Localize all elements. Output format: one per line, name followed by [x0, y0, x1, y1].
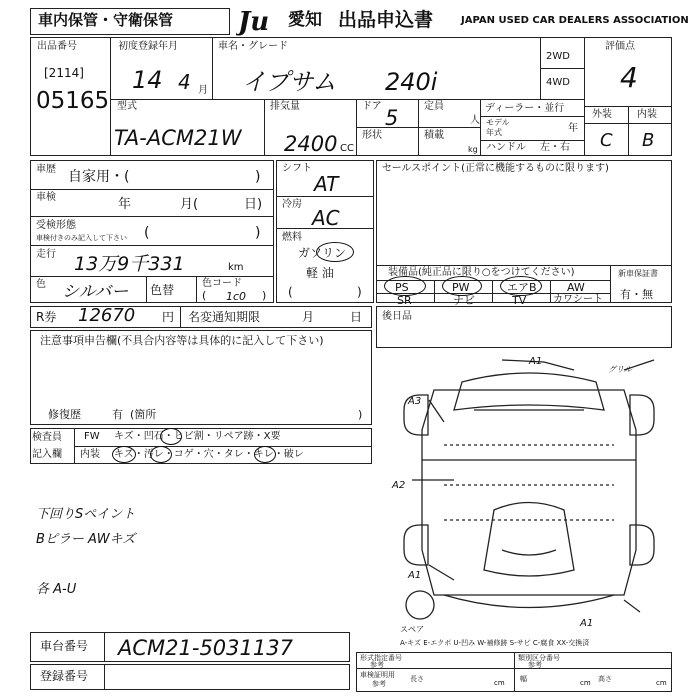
divider: [550, 280, 551, 303]
exterior-label: 外装: [592, 109, 612, 120]
org-name-en: JAPAN USED CAR DEALERS ASSOCIATION: [461, 15, 689, 26]
grade-score-value: 4: [620, 61, 638, 94]
repair-value: 有: [112, 408, 123, 421]
sales-point-label: セールスポイント(正常に機能するものに限ります): [382, 163, 609, 174]
inspection-label: 車検: [36, 192, 56, 203]
notes-label: 注意事項申告欄(不具合内容等は具体的に記入して下さい): [40, 334, 324, 347]
inspection-year: 年: [118, 197, 132, 212]
int-sag-circle-mark: [254, 446, 276, 463]
damage-legend: A-キズ E-エクボ U-凹み W-補修跡 S-サビ C-腐食 XX-交換済: [400, 639, 590, 647]
color-code-label: 色コード: [202, 278, 242, 289]
divider: [180, 306, 181, 328]
handle-label: ハンドル: [486, 142, 526, 153]
registration-month: 4: [178, 70, 191, 94]
displacement-value: 2400: [284, 132, 338, 156]
int-scratch-circle-mark: [112, 446, 136, 463]
new-car-cert-value: 有・無: [620, 288, 653, 301]
ac-value: AC: [312, 206, 340, 230]
equipment-item-bottom: ナビ: [453, 294, 475, 307]
person-unit: 人: [470, 115, 480, 126]
aftermarket-block: [376, 306, 672, 348]
divider: [30, 245, 274, 246]
year-unit: 年: [568, 123, 578, 134]
divider: [356, 127, 480, 128]
grille-note: グリル: [608, 365, 632, 374]
equipment-item-bottom: SR: [397, 294, 412, 307]
recycle-unit: 円: [162, 310, 175, 324]
acceptance-open: (: [144, 225, 150, 241]
history-label: 車歴: [36, 164, 56, 175]
recycle-label: R券: [36, 310, 57, 324]
car-damage-diagram: [384, 350, 674, 635]
equipment-item-top: エアB: [507, 281, 537, 294]
divider: [110, 99, 584, 100]
divider: [628, 106, 629, 156]
divider: [610, 265, 611, 303]
fuel-diesel: 軽 油: [306, 266, 334, 280]
handwritten-note: Bピラー AWキズ: [36, 532, 136, 547]
shape-label: 形状: [362, 130, 382, 141]
divider: [212, 37, 213, 99]
int-stain-circle-mark: [150, 446, 172, 463]
model-grade: 240i: [385, 68, 438, 96]
lot-number: 05165: [36, 88, 110, 114]
divider: [356, 668, 672, 669]
divider: [264, 99, 265, 156]
inspection-day: 日): [244, 197, 263, 212]
type-value: TA-ACM21W: [114, 126, 242, 150]
width-unit: cm: [580, 679, 591, 687]
fuel-cert-label: 車検証明用: [360, 671, 395, 679]
divider: [30, 189, 274, 190]
capacity-label: 定員: [424, 101, 444, 112]
equipment-item-bottom: カワシート: [553, 294, 603, 305]
tax-deadline-label: 名変通知期限: [188, 310, 261, 324]
repair-part-close: ): [358, 408, 363, 421]
tax-deadline-month: 月: [302, 310, 315, 324]
diagram-mark: A1: [534, 352, 536, 353]
door-label: ドア: [362, 101, 382, 112]
divider: [104, 664, 105, 690]
form-title: 出品申込書: [338, 9, 434, 31]
interior-label: 内装: [637, 109, 657, 120]
repair-label: 修復歴: [48, 408, 81, 421]
tax-deadline-day: 日: [350, 310, 363, 324]
new-car-cert-label: 新車保証書: [618, 269, 658, 278]
kg-unit: kg: [468, 145, 478, 154]
divider: [110, 37, 111, 156]
chassis-label: 車台番号: [40, 639, 89, 653]
model-year-label2: 年式: [486, 128, 502, 137]
acceptance-close: ): [255, 225, 261, 241]
equipment-item-top: PS: [395, 281, 409, 294]
divider: [276, 196, 374, 197]
inspector-label: 検査員: [32, 432, 62, 443]
type-label: 型式: [117, 101, 137, 112]
divider: [376, 265, 672, 266]
lot-label: 出品番号: [37, 41, 77, 52]
airbag-circle-mark: [500, 276, 542, 296]
inspector-fw-list: キズ・凹石・ヒビ割・リペア跡・X要: [114, 431, 281, 442]
fuel-label: 燃料: [282, 232, 302, 243]
height-unit: cm: [656, 679, 667, 687]
color-label: 色: [36, 279, 46, 290]
ju-logo: [236, 6, 288, 36]
aftermarket-label: 後日品: [382, 311, 412, 322]
cc-unit: CC: [340, 143, 354, 154]
class-ref-label: 参考: [528, 661, 542, 669]
divider: [514, 652, 515, 692]
ju-logo-icon: [236, 6, 288, 36]
model-label: 車名・グレード: [218, 41, 288, 52]
divider: [584, 123, 672, 124]
interior-value: B: [642, 130, 655, 151]
mileage-label: 走行: [36, 249, 56, 260]
divider: [584, 37, 585, 156]
handwritten-note: 下回りSペイント: [36, 507, 136, 522]
diagram-mark: A1: [580, 618, 594, 629]
registration-month-unit: 月: [198, 85, 208, 96]
acceptance-label: 受検形態: [36, 220, 76, 231]
inspection-month: 月(: [180, 197, 199, 212]
equipment-item-top: PW: [452, 281, 470, 294]
storage-label: 車内保管・守衛保管: [38, 11, 174, 29]
org-name-jp: 愛知: [288, 10, 322, 30]
color-code-close: ): [262, 289, 267, 302]
shift-label: シフト: [282, 163, 312, 174]
cert-ref-label: 参考: [370, 661, 384, 669]
divider: [480, 140, 584, 141]
gasoline-circle-mark: [316, 242, 354, 262]
model-name: イプサム: [242, 68, 337, 96]
diagram-mark: A1: [529, 356, 543, 367]
fuel-open: (: [288, 285, 293, 299]
inspector-label2: 記入欄: [32, 449, 62, 460]
fuel-close: ): [357, 285, 362, 299]
diagram-mark: A2: [392, 480, 406, 491]
history-value: 自家用・(: [68, 169, 130, 185]
mileage-value: 13万9千331: [74, 253, 185, 275]
acceptance-note: 車検付きのみ記入して下さい: [36, 234, 127, 242]
dealer-label: ディーラー・並行: [485, 103, 565, 114]
pw-circle-mark: [442, 276, 482, 296]
divider: [104, 632, 105, 662]
divider: [492, 280, 493, 303]
divider: [540, 68, 584, 69]
divider: [30, 216, 274, 217]
divider: [434, 280, 435, 303]
grade-score-label: 評価点: [605, 41, 635, 52]
repair-part-label: (箇所: [130, 408, 157, 421]
lot-bracket-no: [2114]: [44, 66, 84, 80]
length-unit: cm: [494, 679, 505, 687]
inspector-int-list: キズ・汚レ・コゲ・穴・タレ・キレ・破レ: [114, 449, 304, 460]
equipment-item-top: AW: [567, 281, 585, 294]
load-label: 積載: [424, 130, 444, 141]
registration-label: 初度登録年月: [118, 41, 178, 52]
divider: [30, 276, 274, 277]
length-label: 長さ: [410, 675, 424, 683]
ac-label: 冷房: [282, 199, 302, 210]
divider: [196, 276, 197, 303]
handwritten-note: 各 A-U: [36, 582, 77, 597]
spare-label: スペア: [400, 625, 424, 634]
drive-2wd: 2WD: [546, 51, 570, 62]
equipment-item-bottom: TV: [512, 294, 527, 307]
height-label: 高さ: [598, 675, 612, 683]
equipment-label: 装備品(純正品に限り○をつけてください): [388, 267, 575, 278]
exterior-value: C: [600, 130, 613, 151]
color-value: シルバー: [62, 282, 129, 302]
divider: [480, 116, 584, 117]
displacement-label: 排気量: [270, 101, 300, 112]
divider: [146, 276, 147, 303]
model-year-label1: モデル: [486, 118, 510, 127]
class-label: 類別区分番号: [518, 654, 560, 662]
divider: [480, 99, 481, 156]
inspector-int: 内装: [80, 449, 100, 460]
ps-circle-mark: [384, 276, 426, 296]
registration-year: 14: [132, 66, 163, 94]
inspector-fw: FW: [84, 431, 100, 442]
history-close: ): [255, 169, 261, 185]
door-value: 5: [385, 106, 399, 130]
fuel-gasoline: ガソリン: [298, 246, 347, 260]
color-change-label: 色替: [150, 283, 175, 297]
diagram-mark: A1: [408, 570, 422, 581]
svg-text:Ju: Ju: [238, 7, 270, 36]
mileage-unit: km: [228, 262, 244, 273]
ref-label: 参考: [372, 680, 386, 688]
stone-chip-circle-mark: [160, 428, 182, 445]
recycle-value: 12670: [78, 305, 136, 326]
color-code-value: 1c0: [226, 290, 247, 303]
shift-value: AT: [314, 172, 339, 196]
cert-label: 形式指定番号: [360, 654, 402, 662]
drive-4wd: 4WD: [546, 77, 570, 88]
chassis-value: ACM21-5031137: [118, 636, 293, 660]
diagram-mark: A3: [408, 396, 422, 407]
color-code-open: (: [202, 289, 207, 302]
registration-no-label: 登録番号: [40, 669, 89, 683]
width-label: 幅: [520, 675, 527, 683]
handle-lr: 左・右: [540, 142, 570, 153]
